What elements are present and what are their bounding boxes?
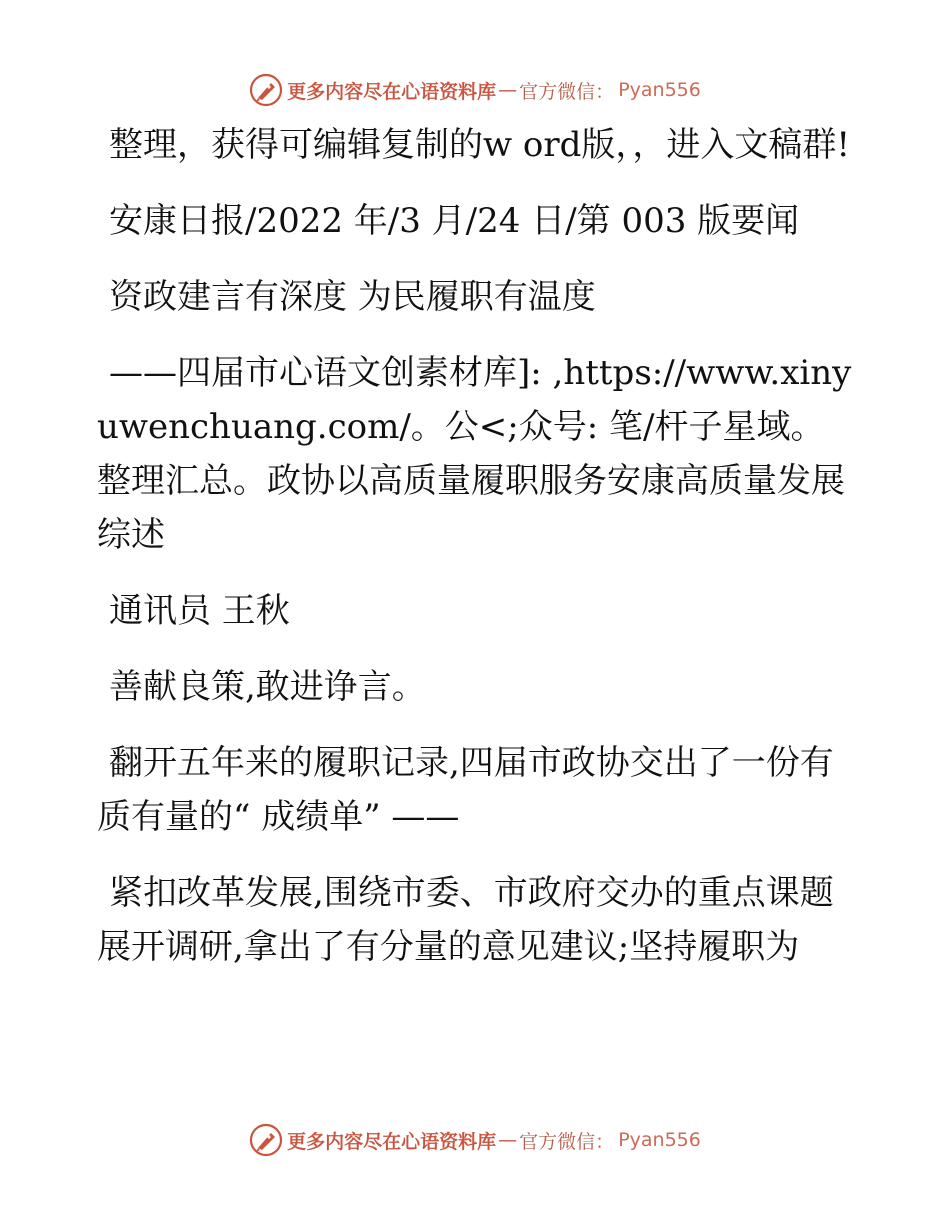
header-banner [0, 70, 950, 110]
paragraph-lead: 善献良策,敢进诤言。 [109, 667, 426, 707]
paragraph-source: 安康日报/2022 年/3 月/24 日/第 003 版要闻 [109, 201, 800, 241]
paragraph-body-1: 翻开五年来的履职记录,四届市政协交出了一份有质有量的“ 成绩单” —— [97, 743, 834, 837]
footer-banner [0, 1120, 950, 1160]
pen-nib-logo-icon [249, 1123, 283, 1157]
pen-nib-logo-icon [249, 73, 283, 107]
document-body [97, 118, 857, 996]
paragraph-intro: 整理，获得可编辑复制的w ord版，，进入文稿群! [109, 125, 851, 165]
banner-brand: 更多内容尽在心语资料库 [287, 1130, 497, 1153]
banner-label: 官方微信： [519, 1130, 615, 1153]
banner-label: 官方微信： [519, 80, 615, 103]
banner-separator: — [498, 79, 518, 101]
paragraph-body-2: 紧扣改革发展,围绕市委、市政府交办的重点课题展开调研,拿出了有分量的意见建议;坚持履职为 [97, 873, 834, 967]
banner-separator: — [498, 1129, 518, 1151]
banner-handle: Pyan556 [618, 79, 701, 101]
paragraph-headline: 资政建言有深度 为民履职有温度 [109, 277, 596, 317]
paragraph-byline: 通讯员 王秋 [109, 591, 290, 631]
banner-brand: 更多内容尽在心语资料库 [287, 80, 497, 103]
paragraph-subheadline: ——四届市心语文创素材库]: ,https://www.xinyuwenchuang.com/。公<;众号: 笔/杆子星域。整理汇总。政协以高质量履职服务安康高质量发展综述 [97, 353, 852, 555]
banner-handle: Pyan556 [618, 1129, 701, 1151]
